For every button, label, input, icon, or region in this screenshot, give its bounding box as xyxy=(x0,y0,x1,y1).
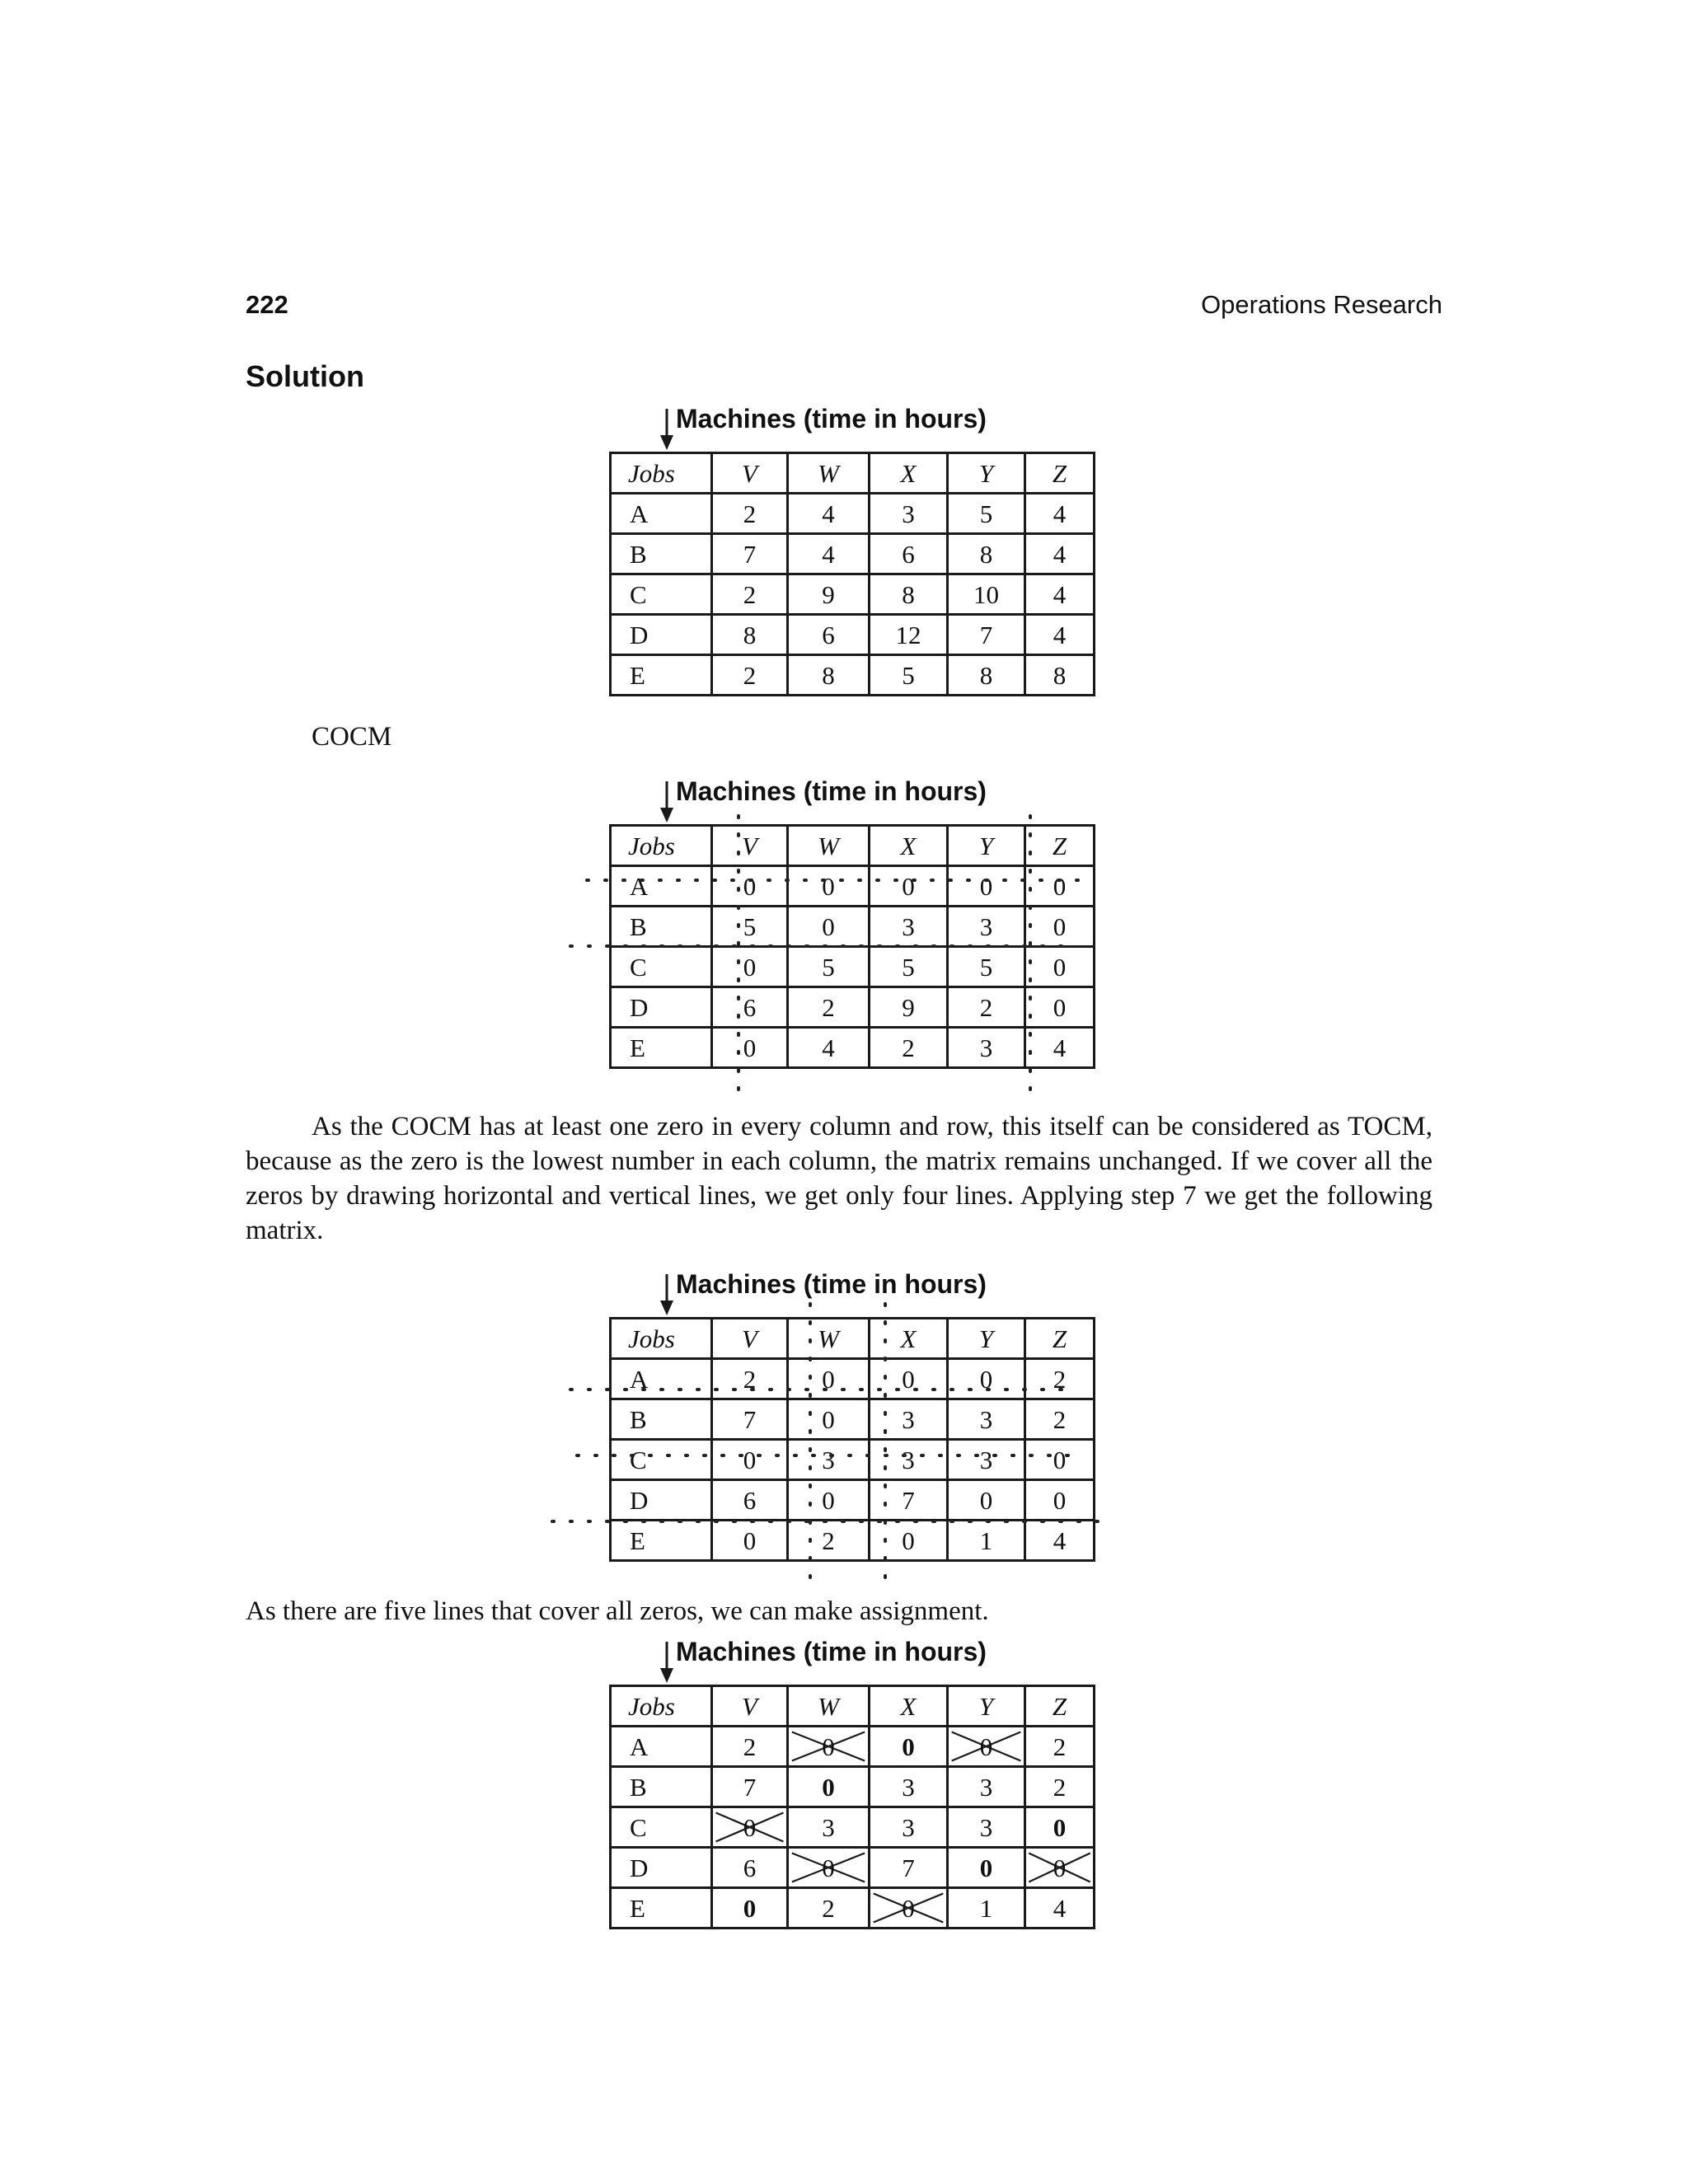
table-row xyxy=(611,1480,1095,1521)
page-number: 222 xyxy=(246,290,288,319)
matrix-cell: 4 xyxy=(1025,574,1095,615)
table-row xyxy=(611,1848,1095,1888)
matrix-cell: 5 xyxy=(948,494,1025,534)
crossed-zero-cell xyxy=(870,1888,948,1929)
matrix-cell: 0 xyxy=(1025,947,1095,987)
row-label-job: D xyxy=(611,1848,712,1888)
matrix-cell: 7 xyxy=(948,615,1025,655)
table-row xyxy=(611,866,1095,907)
column-header-machine: V xyxy=(712,826,788,866)
matrix-cell: 4 xyxy=(1025,1028,1095,1068)
matrix-cell: 9 xyxy=(870,987,948,1028)
matrix-cell: 7 xyxy=(712,1767,788,1807)
matrix-cell: 4 xyxy=(788,534,870,574)
matrix-cell: 3 xyxy=(948,1807,1025,1848)
column-header-machine: X xyxy=(870,1319,948,1359)
cell-value: 0 xyxy=(902,1893,915,1923)
column-header-machine: W xyxy=(788,826,870,866)
row-label-job: E xyxy=(611,1888,712,1929)
matrix-cell: 0 xyxy=(948,866,1025,907)
matrix-cell: 6 xyxy=(712,1480,788,1521)
column-header-machine: X xyxy=(870,826,948,866)
table-row xyxy=(611,907,1095,947)
matrix-cell: 5 xyxy=(788,947,870,987)
table-row xyxy=(611,1359,1095,1399)
matrix-cell: 0 xyxy=(870,1521,948,1561)
matrix-cell: 8 xyxy=(1025,655,1095,696)
column-header-machine: W xyxy=(788,1686,870,1727)
row-label-job: C xyxy=(611,1807,712,1848)
cell-value: 0 xyxy=(822,1853,835,1882)
matrix-cell: 0 xyxy=(948,1359,1025,1399)
matrix-cell: 3 xyxy=(948,1767,1025,1807)
matrix-cell: 2 xyxy=(870,1028,948,1068)
table-header-row xyxy=(611,1319,1095,1359)
row-label-job: A xyxy=(611,1359,712,1399)
crossed-zero-cell xyxy=(1025,1848,1095,1888)
column-header-machine: X xyxy=(870,1686,948,1727)
matrix-cell: 0 xyxy=(712,1521,788,1561)
row-label-job: A xyxy=(611,1727,712,1767)
matrix-cell: 2 xyxy=(712,655,788,696)
row-label-job: B xyxy=(611,1399,712,1440)
matrix-cell: 2 xyxy=(1025,1359,1095,1399)
matrix-cell: 8 xyxy=(788,655,870,696)
matrix-cell: 3 xyxy=(870,1767,948,1807)
column-header-machine: V xyxy=(712,1319,788,1359)
table-row xyxy=(611,1399,1095,1440)
row-label-job: D xyxy=(611,1480,712,1521)
table-header-row xyxy=(611,453,1095,494)
matrix-cell: 7 xyxy=(712,1399,788,1440)
matrix-cell: 5 xyxy=(870,947,948,987)
matrix-cell: 4 xyxy=(1025,534,1095,574)
matrix-cell: 0 xyxy=(948,1480,1025,1521)
matrix-cell: 4 xyxy=(788,494,870,534)
column-header-machine: W xyxy=(788,453,870,494)
matrix-cell: 0 xyxy=(1025,1440,1095,1480)
table-caption: Machines (time in hours) xyxy=(676,776,987,806)
matrix-cell: 3 xyxy=(788,1440,870,1480)
matrix-cell: 3 xyxy=(788,1807,870,1848)
row-label-job: A xyxy=(611,494,712,534)
step7-matrix-block xyxy=(0,1269,1688,1615)
assigned-zero-cell: 0 xyxy=(948,1848,1025,1888)
column-header-machine: Z xyxy=(1025,1319,1095,1359)
row-label-job: C xyxy=(611,574,712,615)
matrix-cell: 8 xyxy=(712,615,788,655)
table-row xyxy=(611,494,1095,534)
matrix-cell: 6 xyxy=(712,1848,788,1888)
matrix-cell: 2 xyxy=(712,574,788,615)
matrix-cell: 4 xyxy=(1025,615,1095,655)
matrix-cell: 0 xyxy=(788,907,870,947)
row-label-job: C xyxy=(611,1440,712,1480)
table-header-row xyxy=(611,826,1095,866)
column-header-jobs: Jobs xyxy=(611,1319,712,1359)
assigned-zero-cell: 0 xyxy=(788,1767,870,1807)
column-header-machine: W xyxy=(788,1319,870,1359)
table-caption: Machines (time in hours) xyxy=(676,404,987,434)
cell-value: 0 xyxy=(743,1812,757,1842)
matrix-cell: 2 xyxy=(712,1727,788,1767)
column-header-jobs: Jobs xyxy=(611,826,712,866)
matrix-cell: 9 xyxy=(788,574,870,615)
matrix-cell: 12 xyxy=(870,615,948,655)
original-matrix-block xyxy=(0,404,1688,750)
table-row xyxy=(611,987,1095,1028)
matrix-cell: 7 xyxy=(870,1480,948,1521)
matrix-cell: 1 xyxy=(948,1521,1025,1561)
column-header-machine: Y xyxy=(948,453,1025,494)
cell-value: 0 xyxy=(1053,1853,1067,1882)
matrix-cell: 0 xyxy=(712,1028,788,1068)
matrix-cell: 7 xyxy=(870,1848,948,1888)
matrix-cell: 4 xyxy=(788,1028,870,1068)
matrix-cell: 0 xyxy=(788,1480,870,1521)
column-header-machine: X xyxy=(870,453,948,494)
matrix-cell: 0 xyxy=(870,1359,948,1399)
matrix-cell: 7 xyxy=(712,534,788,574)
table-row xyxy=(611,615,1095,655)
column-header-machine: Z xyxy=(1025,453,1095,494)
assigned-zero-cell: 0 xyxy=(870,1727,948,1767)
row-label-job: B xyxy=(611,907,712,947)
row-label-job: B xyxy=(611,534,712,574)
matrix-cell: 3 xyxy=(948,907,1025,947)
matrix-cell: 2 xyxy=(948,987,1025,1028)
matrix-cell: 4 xyxy=(1025,1521,1095,1561)
matrix-cell: 0 xyxy=(712,1440,788,1480)
row-label-job: B xyxy=(611,1767,712,1807)
matrix-cell: 2 xyxy=(1025,1399,1095,1440)
matrix-cell: 5 xyxy=(948,947,1025,987)
matrix-cell: 3 xyxy=(870,907,948,947)
assigned-zero-cell: 0 xyxy=(712,1888,788,1929)
matrix-cell: 0 xyxy=(1025,987,1095,1028)
table-row xyxy=(611,947,1095,987)
matrix-cell: 0 xyxy=(788,1399,870,1440)
matrix-cell: 2 xyxy=(788,987,870,1028)
cocm-matrix-block xyxy=(0,776,1688,1122)
row-label-job: E xyxy=(611,1521,712,1561)
assignment-paragraph: As there are five lines that cover all zeros, we can make assignment. xyxy=(246,1596,989,1626)
section-title: Solution xyxy=(246,359,364,393)
matrix-cell: 0 xyxy=(788,866,870,907)
cell-value: 0 xyxy=(822,1732,835,1761)
matrix-cell: 5 xyxy=(870,655,948,696)
matrix-cell: 6 xyxy=(870,534,948,574)
column-header-machine: V xyxy=(712,1686,788,1727)
crossed-zero-cell xyxy=(788,1848,870,1888)
table-row xyxy=(611,1807,1095,1848)
assignment-matrix-table xyxy=(609,1685,1095,1929)
matrix-cell: 2 xyxy=(1025,1767,1095,1807)
column-header-machine: Y xyxy=(948,826,1025,866)
matrix-cell: 1 xyxy=(948,1888,1025,1929)
column-header-jobs: Jobs xyxy=(611,1686,712,1727)
row-label-job: D xyxy=(611,615,712,655)
matrix-cell: 8 xyxy=(870,574,948,615)
matrix-cell: 4 xyxy=(1025,494,1095,534)
matrix-cell: 3 xyxy=(870,1440,948,1480)
assigned-zero-cell: 0 xyxy=(1025,1807,1095,1848)
crossed-zero-cell xyxy=(788,1727,870,1767)
matrix-cell: 8 xyxy=(948,655,1025,696)
table-caption: Machines (time in hours) xyxy=(676,1269,987,1299)
table-row xyxy=(611,574,1095,615)
explanation-paragraph: As the COCM has at least one zero in every column and row, this itself can be considered as TOCM, because as the zero is the lowest number in each column, the matrix remains unchanged. If we cover all the zeros by drawing horizontal and vertical lines, we get only four lines. Applying step 7 we get the following matrix. xyxy=(246,1112,1432,1245)
matrix-cell: 2 xyxy=(712,1359,788,1399)
column-header-machine: Y xyxy=(948,1319,1025,1359)
column-header-machine: Y xyxy=(948,1686,1025,1727)
matrix-cell: 0 xyxy=(1025,1480,1095,1521)
matrix-cell: 6 xyxy=(712,987,788,1028)
row-label-job: A xyxy=(611,866,712,907)
cell-value: 0 xyxy=(979,1732,993,1761)
table-row xyxy=(611,1767,1095,1807)
running-header: Operations Research xyxy=(1201,290,1442,319)
matrix-cell: 2 xyxy=(788,1888,870,1929)
table-row xyxy=(611,1521,1095,1561)
matrix-cell: 3 xyxy=(948,1399,1025,1440)
matrix-cell: 10 xyxy=(948,574,1025,615)
column-header-machine: Z xyxy=(1025,826,1095,866)
matrix-cell: 0 xyxy=(870,866,948,907)
matrix-cell: 3 xyxy=(948,1440,1025,1480)
cocm-label: COCM xyxy=(312,722,392,752)
table-row xyxy=(611,534,1095,574)
table-caption: Machines (time in hours) xyxy=(676,1637,987,1666)
matrix-cell: 3 xyxy=(870,1807,948,1848)
table-row xyxy=(611,1028,1095,1068)
row-label-job: D xyxy=(611,987,712,1028)
matrix-cell: 2 xyxy=(712,494,788,534)
step7-matrix-table xyxy=(609,1317,1095,1562)
column-header-jobs: Jobs xyxy=(611,453,712,494)
row-label-job: E xyxy=(611,1028,712,1068)
column-header-machine: V xyxy=(712,453,788,494)
matrix-cell: 5 xyxy=(712,907,788,947)
table-row xyxy=(611,1440,1095,1480)
matrix-cell: 2 xyxy=(788,1521,870,1561)
matrix-cell: 0 xyxy=(712,866,788,907)
matrix-cell: 0 xyxy=(788,1359,870,1399)
original-matrix-table xyxy=(609,452,1095,696)
matrix-cell: 8 xyxy=(948,534,1025,574)
row-label-job: E xyxy=(611,655,712,696)
matrix-cell: 2 xyxy=(1025,1727,1095,1767)
cocm-matrix-table xyxy=(609,824,1095,1069)
matrix-cell: 0 xyxy=(712,947,788,987)
matrix-cell: 0 xyxy=(1025,866,1095,907)
table-header-row xyxy=(611,1686,1095,1727)
crossed-zero-cell xyxy=(948,1727,1025,1767)
assignment-matrix-block xyxy=(0,1637,1688,1983)
matrix-cell: 0 xyxy=(1025,907,1095,947)
table-row xyxy=(611,655,1095,696)
matrix-cell: 3 xyxy=(870,1399,948,1440)
matrix-cell: 6 xyxy=(788,615,870,655)
matrix-cell: 3 xyxy=(870,494,948,534)
matrix-cell: 4 xyxy=(1025,1888,1095,1929)
column-header-machine: Z xyxy=(1025,1686,1095,1727)
crossed-zero-cell xyxy=(712,1807,788,1848)
matrix-cell: 3 xyxy=(948,1028,1025,1068)
row-label-job: C xyxy=(611,947,712,987)
table-row xyxy=(611,1888,1095,1929)
table-row xyxy=(611,1727,1095,1767)
